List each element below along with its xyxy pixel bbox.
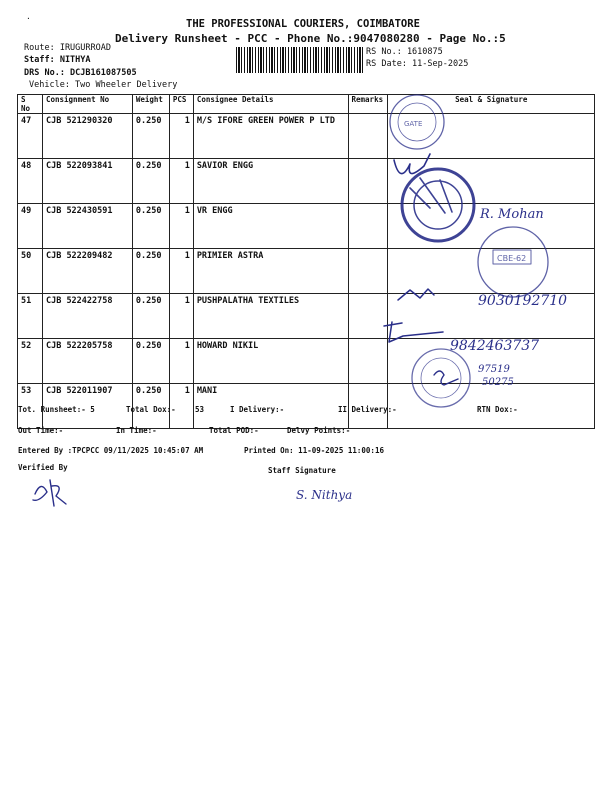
cell-seal (388, 249, 595, 294)
route-label: Route: IRUGURROAD (24, 43, 111, 53)
in-time: In Time:- (116, 426, 157, 435)
cell-seal (388, 114, 595, 159)
cell-seal (388, 339, 595, 384)
ii-delivery: II Delivery:- (338, 405, 397, 414)
cell-weight: 0.250 (132, 339, 169, 384)
printed-on: Printed On: 11-09-2025 11:00:16 (244, 446, 384, 455)
cell-consignee: MANI (193, 384, 348, 429)
cell-remarks (348, 114, 388, 159)
cell-weight: 0.250 (132, 294, 169, 339)
table-row (18, 294, 595, 339)
cell-weight: 0.250 (132, 204, 169, 249)
rtn-dox: RTN Dox:- (477, 405, 518, 414)
cell-remarks (348, 339, 388, 384)
verified-signature (33, 480, 66, 506)
cell-seal (388, 159, 595, 204)
delvy-points: Delvy Points:- (287, 426, 351, 435)
staff-label: Staff: NITHYA (24, 55, 91, 65)
cell-sno: 53 (18, 384, 43, 429)
cell-pcs: 1 (169, 159, 193, 204)
svg-text:GATE: GATE (404, 120, 423, 128)
table-row (18, 114, 595, 159)
cell-sno: 52 (18, 339, 43, 384)
i-delivery: I Delivery:- (230, 405, 285, 414)
handwritten-phone-2: 9842463737 (450, 338, 540, 354)
cell-pcs: 1 (169, 114, 193, 159)
company-title: THE PROFESSIONAL COURIERS, COIMBATORE (186, 18, 420, 30)
cell-consignee: M/S IFORE GREEN POWER P LTD (193, 114, 348, 159)
cell-pcs: 1 (169, 204, 193, 249)
col-seal: Seal & Signature (388, 95, 595, 114)
runsheet-table (17, 94, 595, 429)
drs-number: DRS No.: DCJB161087505 (24, 68, 137, 78)
cell-consignment: CJB 521290320 (42, 114, 132, 159)
verified-by-label: Verified By (18, 463, 68, 472)
col-pcs: PCS (169, 95, 193, 114)
total-dox-value: 53 (195, 405, 205, 414)
cell-weight: 0.250 (132, 249, 169, 294)
scan-dot: · (26, 14, 31, 23)
barcode (236, 47, 364, 73)
col-consignment: Consignment No (42, 95, 132, 114)
cell-sno: 47 (18, 114, 43, 159)
cell-remarks (348, 249, 388, 294)
cell-pcs: 1 (169, 294, 193, 339)
table-row (18, 159, 595, 204)
handwritten-number-2: 50275 (482, 377, 514, 388)
col-sno: S No (18, 95, 43, 114)
table-row (18, 249, 595, 294)
cell-consignment: CJB 522209482 (42, 249, 132, 294)
runsheet-subtitle: Delivery Runsheet - PCC - Phone No.:9047080280 - Page No.:5 (115, 32, 506, 45)
cell-consignment: CJB 522093841 (42, 159, 132, 204)
cell-consignee: SAVIOR ENGG (193, 159, 348, 204)
cell-consignee: PUSHPALATHA TEXTILES (193, 294, 348, 339)
cell-remarks (348, 294, 388, 339)
cell-sno: 49 (18, 204, 43, 249)
tot-runsheet: Tot. Runsheet:- 5 (18, 405, 95, 414)
handwritten-phone-1: 9030192710 (478, 293, 568, 309)
cell-consignment: CJB 522430591 (42, 204, 132, 249)
table-row (18, 204, 595, 249)
cell-sno: 51 (18, 294, 43, 339)
cell-weight: 0.250 (132, 159, 169, 204)
cell-consignment: CJB 522205758 (42, 339, 132, 384)
col-consignee: Consignee Details (193, 95, 348, 114)
handwritten-number-1: 97519 (478, 364, 510, 375)
rs-number: RS No.: 1610875 (366, 47, 443, 57)
cell-seal (388, 294, 595, 339)
cell-sno: 50 (18, 249, 43, 294)
stamp-code-text: CBE-62 (497, 254, 527, 263)
vehicle-label: Vehicle: Two Wheeler Delivery (29, 80, 178, 90)
total-pod: Total POD:- (209, 426, 259, 435)
rs-date: RS Date: 11-Sep-2025 (366, 59, 469, 69)
cell-pcs: 1 (169, 249, 193, 294)
col-remarks: Remarks (348, 95, 388, 114)
cell-consignee: PRIMIER ASTRA (193, 249, 348, 294)
cell-weight: 0.250 (132, 114, 169, 159)
cell-sno: 48 (18, 159, 43, 204)
handwritten-name-row-49: R. Mohan (480, 207, 544, 222)
cell-consignee: VR ENGG (193, 204, 348, 249)
cell-consignment: CJB 522422758 (42, 294, 132, 339)
staff-signature-label: Staff Signature (268, 466, 336, 475)
total-dox-label: Total Dox:- (126, 405, 176, 414)
cell-pcs: 1 (169, 339, 193, 384)
cell-remarks (348, 159, 388, 204)
table-header (18, 95, 595, 114)
cell-consignee: HOWARD NIKIL (193, 339, 348, 384)
cell-weight: 0.250 (132, 384, 169, 429)
entered-by: Entered By :TPCPCC 09/11/2025 10:45:07 AM (18, 446, 204, 455)
out-time: Out Time:- (18, 426, 64, 435)
cell-seal (388, 204, 595, 249)
col-weight: Weight (132, 95, 169, 114)
cell-remarks (348, 204, 388, 249)
table-row (18, 339, 595, 384)
staff-signature: S. Nithya (296, 488, 353, 502)
cell-pcs: 1 (169, 384, 193, 429)
cell-consignment: CJB 522011907 (42, 384, 132, 429)
